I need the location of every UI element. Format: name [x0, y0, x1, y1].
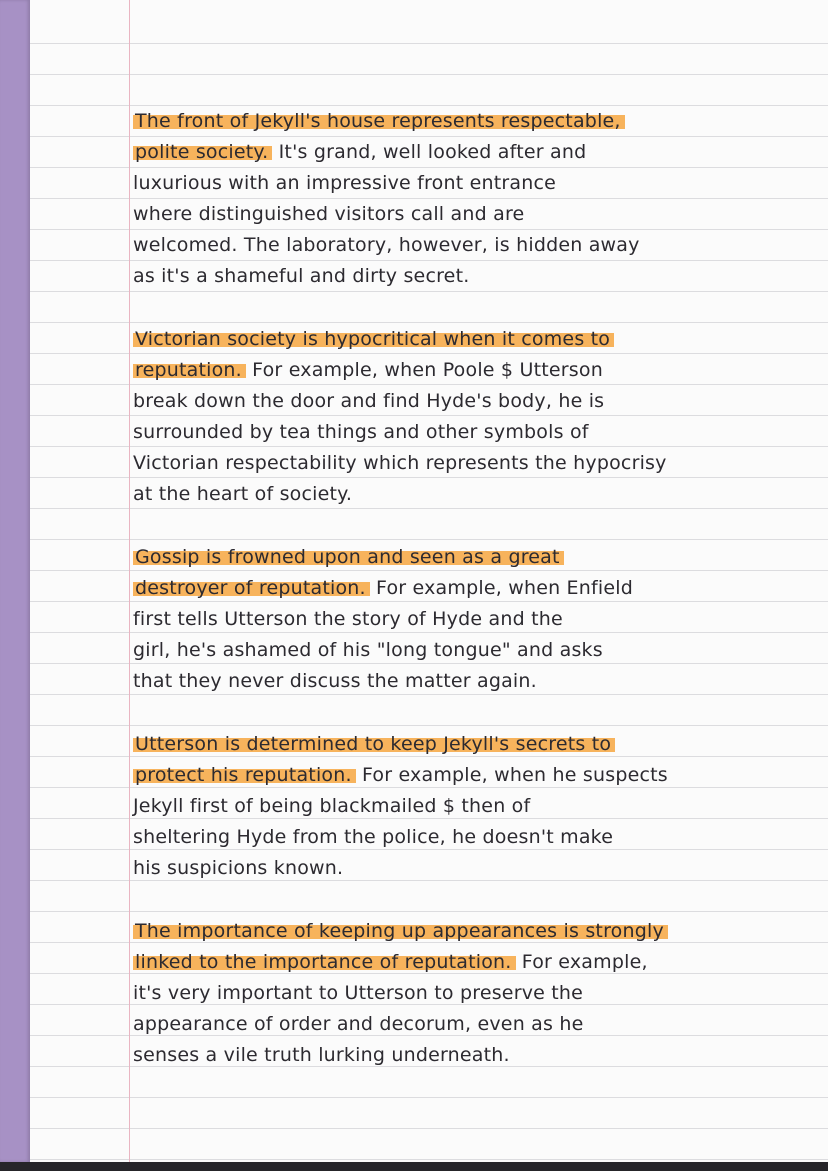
note-line-text: protect his reputation. For example, when he suspects	[135, 764, 668, 786]
note-line	[133, 573, 773, 604]
page-bottom-edge	[0, 1162, 828, 1171]
note-line-text: sheltering Hyde from the police, he doesn't make	[133, 826, 614, 848]
note-line-text: polite society. It's grand, well looked after and	[135, 141, 587, 163]
note-paragraph	[133, 542, 773, 697]
note-line-text: welcomed. The laboratory, however, is hidden away	[133, 234, 640, 256]
note-line	[133, 199, 773, 230]
note-line	[133, 604, 773, 635]
note-line-text: at the heart of society.	[133, 483, 353, 505]
note-line	[133, 417, 773, 448]
note-line-text: as it's a shameful and dirty secret.	[133, 265, 470, 287]
note-line	[133, 916, 773, 947]
note-line	[133, 947, 773, 978]
note-line-text: reputation. For example, when Poole $ Utterson	[135, 359, 603, 381]
note-line-text: his suspicions known.	[133, 857, 344, 879]
notebook-binding	[0, 0, 30, 1162]
note-paragraph	[133, 729, 773, 884]
highlighted-text: polite society.	[133, 141, 272, 163]
note-line	[133, 1009, 773, 1040]
note-line	[133, 542, 773, 573]
highlighted-text: The importance of keeping up appearances is strongly	[133, 920, 668, 942]
handwritten-notes	[133, 106, 773, 1071]
note-line	[133, 137, 773, 168]
note-line-text: appearance of order and decorum, even as he	[133, 1013, 584, 1035]
highlighted-text: reputation.	[133, 359, 246, 381]
highlighted-text: destroyer of reputation.	[133, 577, 370, 599]
highlighted-text: Victorian society is hypocritical when it comes to	[133, 328, 614, 350]
note-line	[133, 324, 773, 355]
note-line	[133, 230, 773, 261]
highlighted-text: Utterson is determined to keep Jekyll's secrets to	[133, 733, 615, 755]
note-line-text: linked to the importance of reputation. For example,	[135, 951, 648, 973]
note-paragraph	[133, 916, 773, 1071]
note-paragraph	[133, 106, 773, 292]
note-line	[133, 822, 773, 853]
note-line-text: girl, he's ashamed of his "long tongue" and asks	[133, 639, 603, 661]
note-line	[133, 1040, 773, 1071]
note-line-text: that they never discuss the matter again.	[133, 670, 537, 692]
highlighted-text: protect his reputation.	[133, 764, 356, 786]
note-line-text: it's very important to Utterson to preserve the	[133, 982, 584, 1004]
highlighted-text: linked to the importance of reputation.	[133, 951, 516, 973]
note-line-text: luxurious with an impressive front entrance	[133, 172, 557, 194]
note-line-text: first tells Utterson the story of Hyde and the	[133, 608, 563, 630]
note-line	[133, 853, 773, 884]
note-line	[133, 635, 773, 666]
note-line	[133, 729, 773, 760]
note-line	[133, 106, 773, 137]
note-line-text: break down the door and find Hyde's body, he is	[133, 390, 605, 412]
note-line	[133, 479, 773, 510]
note-line	[133, 168, 773, 199]
note-line	[133, 978, 773, 1009]
note-line	[133, 791, 773, 822]
note-line-text: senses a vile truth lurking underneath.	[133, 1044, 510, 1066]
note-line	[133, 448, 773, 479]
highlighted-text: The front of Jekyll's house represents respectable,	[133, 110, 625, 132]
note-line-text: Jekyll first of being blackmailed $ then of	[133, 795, 531, 817]
note-line-text: surrounded by tea things and other symbols of	[133, 421, 589, 443]
note-line	[133, 261, 773, 292]
note-line-text: destroyer of reputation. For example, when Enfield	[135, 577, 634, 599]
note-line	[133, 666, 773, 697]
margin-line	[129, 0, 130, 1162]
note-line-text: where distinguished visitors call and are	[133, 203, 525, 225]
note-line	[133, 386, 773, 417]
highlighted-text: Gossip is frowned upon and seen as a great	[133, 546, 564, 568]
note-paragraph	[133, 324, 773, 510]
note-line	[133, 355, 773, 386]
note-line	[133, 760, 773, 791]
note-line-text: Victorian respectability which represents the hypocrisy	[133, 452, 667, 474]
